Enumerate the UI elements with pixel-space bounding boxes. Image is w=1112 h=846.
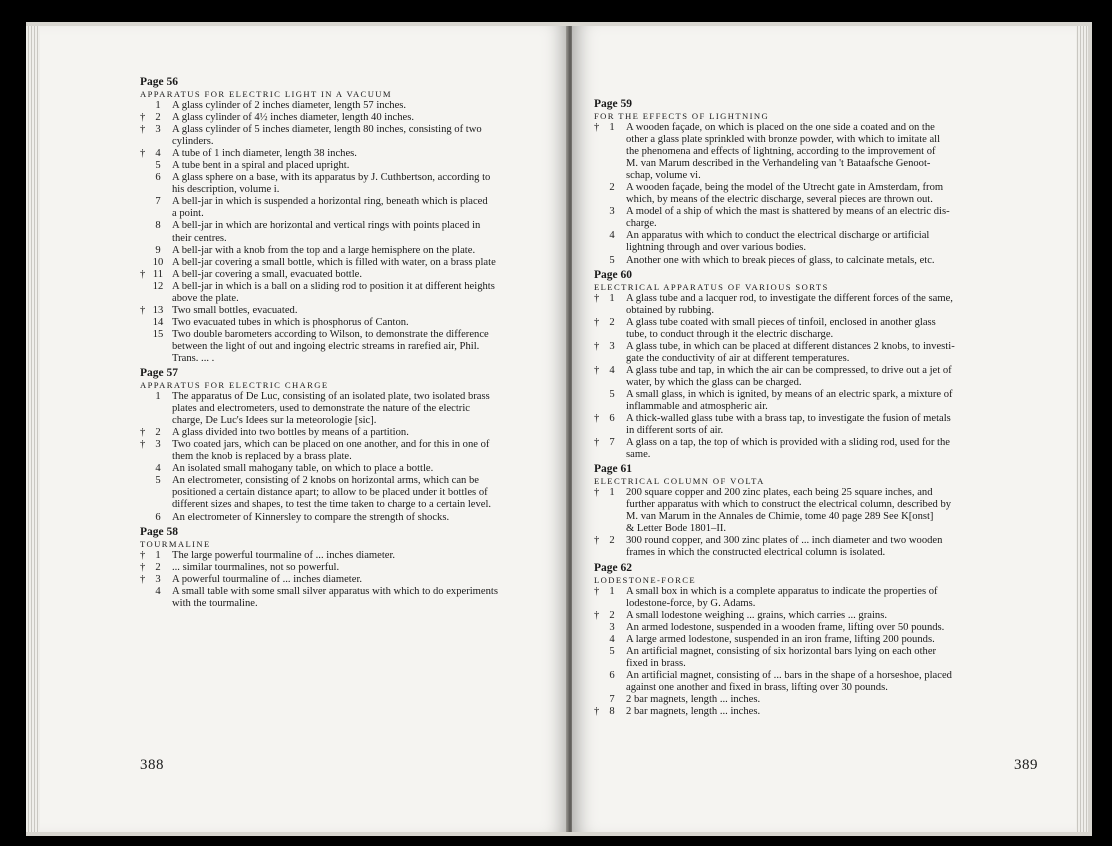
- entry-number: 7: [609, 437, 615, 449]
- entry-text-line: M. van Marum in the Annales de Chimie, tome 40 page 289 See K[onst]: [626, 511, 934, 523]
- entry-text-line: A small box in which is a complete apparatus to indicate the properties of: [626, 585, 938, 597]
- catalogue-entry: [594, 610, 1014, 622]
- catalogue-entry: [594, 694, 1014, 706]
- section-heading: FOR THE EFFECTS OF LIGHTNING: [594, 111, 770, 121]
- entry-text-line: charge.: [626, 218, 657, 230]
- entry-number: 13: [152, 304, 164, 316]
- dagger-mark: †: [140, 427, 146, 439]
- catalogue-entry: [140, 220, 542, 244]
- entry-number: 4: [609, 633, 615, 645]
- catalogue-entry: [140, 439, 542, 463]
- dagger-mark: †: [594, 437, 600, 449]
- entry-number: 1: [609, 585, 615, 597]
- dagger-mark: †: [140, 573, 146, 585]
- catalogue-entry: [594, 389, 1014, 413]
- entry-text-line: A glass tube and a lacquer rod, to investigate the different forces of the same,: [626, 292, 953, 304]
- entry-text-line: 2 bar magnets, length ... inches.: [626, 693, 761, 705]
- section-heading: APPARATUS FOR ELECTRIC LIGHT IN A VACUUM: [140, 89, 392, 99]
- catalogue-entry: [140, 586, 542, 610]
- page-heading: Page 59: [594, 98, 633, 110]
- entry-text-line: A small lodestone weighing ... grains, which carries ... grains.: [626, 609, 887, 621]
- entry-text-line: 2 bar magnets, length ... inches.: [626, 705, 761, 717]
- catalogue-entry: [594, 586, 1014, 610]
- entry-number: 1: [155, 391, 161, 403]
- dagger-mark: †: [594, 413, 600, 425]
- entry-text-line: in different sorts of air.: [626, 425, 724, 437]
- catalogue-entry: [594, 317, 1014, 341]
- entry-number: 5: [609, 254, 615, 266]
- entry-number: 3: [155, 124, 161, 136]
- catalogue-entry: [594, 365, 1014, 389]
- catalogue-entry: [140, 512, 542, 524]
- entry-text-line: The apparatus of De Luc, consisting of an isolated plate, two isolated brass: [172, 391, 490, 403]
- entry-text-line: gate the conductivity of air at different temperatures.: [626, 352, 850, 364]
- dagger-mark: †: [140, 124, 146, 136]
- entry-number: 2: [609, 535, 615, 547]
- catalogue-entry: [140, 257, 542, 269]
- entry-text-line: between the light of out and ingoing electric streams in rarefied air, Phil.: [172, 340, 480, 352]
- catalogue-entry: [594, 293, 1014, 317]
- entry-text-line: A bell-jar covering a small, evacuated bottle.: [172, 268, 363, 280]
- page-heading: Page 61: [594, 463, 633, 476]
- right-page-text: [594, 96, 1014, 718]
- entry-number: 1: [155, 100, 161, 111]
- entry-number: 3: [609, 206, 615, 218]
- entry-number: 6: [155, 511, 161, 523]
- catalogue-entry: [140, 172, 542, 196]
- entry-number: 4: [609, 230, 615, 242]
- entry-text-line: the phenomena and effects of lightning, according to the improvement of: [626, 146, 936, 158]
- entry-text-line: A glass tube coated with small pieces of tinfoil, enclosed in another glass: [626, 316, 936, 328]
- entry-text-line: A bell-jar in which is suspended a horizontal ring, beneath which is placed: [172, 196, 488, 208]
- catalogue-entry: [594, 255, 1014, 267]
- entry-number: 1: [609, 487, 615, 499]
- entry-number: 2: [609, 316, 615, 328]
- section-heading: LODESTONE-FORCE: [594, 574, 697, 585]
- entry-number: 14: [152, 316, 164, 328]
- entry-text-line: An electrometer, consisting of 2 knobs on horizontal arms, which can be: [172, 475, 480, 487]
- entry-number: 7: [609, 693, 615, 705]
- entry-number: 8: [155, 220, 161, 232]
- entry-number: 5: [155, 160, 161, 172]
- dagger-mark: †: [140, 439, 146, 451]
- entry-text-line: An armed lodestone, suspended in a wooden frame, lifting over 50 pounds.: [626, 621, 945, 633]
- entry-text-line: A powerful tourmaline of ... inches diameter.: [172, 573, 363, 585]
- section-heading: TOURMALINE: [140, 538, 211, 549]
- entry-text-line: A glass cylinder of 4½ inches diameter, length 40 inches.: [172, 112, 414, 124]
- entry-number: 4: [609, 364, 615, 376]
- entry-text-line: Another one with which to break pieces of glass, to calcinate metals, etc.: [626, 254, 935, 266]
- dagger-mark: †: [594, 316, 600, 328]
- dagger-mark: †: [140, 148, 146, 160]
- entry-text-line: same.: [626, 449, 651, 461]
- catalogue-entry: [594, 646, 1014, 670]
- entry-text-line: 300 round copper, and 300 zinc plates of ... inch diameter and two wooden: [626, 535, 943, 547]
- entry-text-line: Two double barometers according to Wilson, to demonstrate the difference: [172, 328, 489, 340]
- entry-number: 3: [609, 340, 615, 352]
- entry-text-line: fixed in brass.: [626, 657, 686, 669]
- entry-number: 3: [155, 439, 161, 451]
- page-heading: Page 62: [594, 561, 633, 574]
- catalogue-section: [594, 269, 1014, 462]
- entry-text-line: A large armed lodestone, suspended in an iron frame, lifting 200 pounds.: [626, 633, 935, 645]
- catalogue-entry: [140, 148, 542, 160]
- catalogue-entry: [140, 269, 542, 281]
- entry-number: 2: [155, 427, 161, 439]
- dagger-mark: †: [594, 292, 600, 304]
- entry-number: 4: [155, 585, 161, 597]
- entry-number: 4: [155, 148, 161, 160]
- entry-text-line: A tube of 1 inch diameter, length 38 inches.: [172, 148, 357, 160]
- entry-text-line: obtained by rubbing.: [626, 304, 714, 316]
- entry-text-line: against one another and fixed in brass, lifting over 30 pounds.: [626, 681, 888, 693]
- catalogue-entry: [140, 196, 542, 220]
- entry-text-line: different sizes and shapes, to test the time taken to charge to a certain level.: [172, 499, 492, 511]
- entry-text-line: A tube bent in a spiral and placed upright.: [172, 160, 350, 172]
- entry-text-line: An electrometer of Kinnersley to compare the strength of shocks.: [172, 511, 450, 523]
- dagger-mark: †: [140, 304, 146, 316]
- entry-number: 6: [609, 413, 615, 425]
- catalogue-entry: [594, 341, 1014, 365]
- entry-text-line: Two coated jars, which can be placed on one another, and for this in one of: [172, 439, 490, 451]
- entry-text-line: The large powerful tourmaline of ... inches diameter.: [172, 549, 396, 561]
- catalogue-entry: [140, 427, 542, 439]
- entry-text-line: tube, to conduct through it the electric discharge.: [626, 328, 834, 340]
- dagger-mark: †: [140, 561, 146, 573]
- catalogue-entry: [594, 634, 1014, 646]
- catalogue-entry: [140, 160, 542, 172]
- left-page-text: [140, 74, 542, 610]
- entry-text-line: lodestone-force, by G. Adams.: [626, 597, 756, 609]
- dagger-mark: †: [594, 585, 600, 597]
- entry-text-line: other a glass plate sprinkled with bronze powder, with which to imitate all: [626, 134, 941, 146]
- catalogue-entry: [594, 437, 1014, 461]
- catalogue-entry: [140, 124, 542, 148]
- entry-text-line: A thick-walled glass tube with a brass tap, to investigate the fusion of metals: [626, 413, 951, 425]
- entry-text-line: cylinders.: [172, 136, 214, 148]
- page-number-right: 389: [1014, 757, 1038, 773]
- entry-text-line: their centres.: [172, 232, 227, 244]
- entry-number: 6: [155, 172, 161, 184]
- entry-text-line: which, by means of the electric discharge, several pieces are thrown out.: [626, 194, 933, 206]
- catalogue-entry: [594, 413, 1014, 437]
- entry-text-line: above the plate.: [172, 292, 239, 304]
- section-heading: ELECTRICAL APPARATUS OF VARIOUS SORTS: [594, 281, 829, 292]
- page-edges-right: [1074, 26, 1088, 832]
- entry-number: 8: [609, 705, 615, 717]
- entry-text-line: An apparatus with which to conduct the electrical discharge or artificial: [626, 230, 930, 242]
- catalogue-section: [594, 98, 1014, 267]
- dagger-mark: †: [594, 122, 600, 133]
- entry-text-line: charge, De Luc's Idees sur la meteorologie [sic].: [172, 415, 377, 427]
- entry-text-line: lightning through and over various bodies.: [626, 242, 807, 254]
- entry-text-line: with the tourmaline.: [172, 597, 258, 609]
- page-heading: Page 57: [140, 367, 179, 380]
- dagger-mark: †: [594, 487, 600, 499]
- right-page: [572, 26, 1076, 832]
- section-heading: ELECTRICAL COLUMN OF VOLTA: [594, 476, 765, 487]
- catalogue-entry: [594, 182, 1014, 206]
- catalogue-section: [140, 367, 542, 524]
- catalogue-entry: [140, 317, 542, 329]
- catalogue-entry: [594, 535, 1014, 559]
- entry-text-line: Trans. ... .: [172, 352, 215, 364]
- dagger-mark: †: [140, 112, 146, 124]
- entry-text-line: A wooden façade, being the model of the Utrecht gate in Amsterdam, from: [626, 182, 944, 194]
- entry-text-line: An artificial magnet, consisting of six horizontal bars lying on each other: [626, 645, 937, 657]
- entry-text-line: A glass cylinder of 5 inches diameter, length 80 inches, consisting of two: [172, 124, 482, 136]
- catalogue-section: [140, 526, 542, 610]
- entry-number: 1: [609, 122, 615, 133]
- entry-text-line: & Letter Bode 1801–II.: [626, 523, 727, 535]
- catalogue-entry: [140, 281, 542, 305]
- entry-number: 5: [609, 645, 615, 657]
- dagger-mark: †: [140, 549, 146, 561]
- entry-number: 7: [155, 196, 161, 208]
- entry-text-line: a point.: [172, 208, 204, 220]
- entry-text-line: A glass on a tap, the top of which is provided with a sliding rod, used for the: [626, 437, 950, 449]
- entry-text-line: positioned a certain distance apart; to allow to be placed under it bottles of: [172, 487, 488, 499]
- left-page: [40, 26, 568, 832]
- catalogue-entry: [594, 487, 1014, 535]
- entry-text-line: plates and electrometers, used to demonstrate the nature of the electric: [172, 403, 470, 415]
- entry-number: 3: [155, 573, 161, 585]
- entry-text-line: A glass tube and tap, in which the air can be compressed, to drive out a jet of: [626, 364, 952, 376]
- catalogue-entry: [140, 550, 542, 562]
- catalogue-entry: [594, 122, 1014, 182]
- catalogue-entry: [140, 463, 542, 475]
- catalogue-entry: [594, 622, 1014, 634]
- catalogue-entry: [140, 562, 542, 574]
- entry-text-line: inflammable and atmospheric air.: [626, 400, 768, 412]
- entry-text-line: A small glass, in which is ignited, by means of an electric spark, a mixture of: [626, 388, 953, 400]
- entry-text-line: A bell-jar with a knob from the top and a large hemisphere on the plate.: [172, 244, 476, 256]
- catalogue-entry: [140, 574, 542, 586]
- entry-text-line: A small table with some small silver apparatus with which to do experiments: [172, 585, 498, 597]
- catalogue-entry: [140, 112, 542, 124]
- entry-number: 2: [609, 182, 615, 194]
- entry-number: 3: [609, 621, 615, 633]
- entry-number: 11: [152, 268, 164, 280]
- page-heading: Page 60: [594, 268, 633, 281]
- catalogue-entry: [594, 670, 1014, 694]
- entry-text-line: A glass tube, in which can be placed at different distances 2 knobs, to investi-: [626, 340, 955, 352]
- entry-text-line: 200 square copper and 200 zinc plates, each being 25 square inches, and: [626, 487, 933, 499]
- dagger-mark: †: [594, 364, 600, 376]
- entry-number: 4: [155, 463, 161, 475]
- entry-text-line: water, by which the glass can be charged.: [626, 376, 802, 388]
- entry-number: 2: [155, 112, 161, 124]
- catalogue-section: [594, 562, 1014, 719]
- entry-text-line: A model of a ship of which the mast is shattered by means of an electric dis-: [626, 206, 950, 218]
- catalogue-section: [594, 463, 1014, 559]
- page-heading: Page 58: [140, 525, 179, 538]
- dagger-mark: †: [594, 609, 600, 621]
- entry-text-line: schap, volume vi.: [626, 170, 701, 182]
- catalogue-entry: [594, 206, 1014, 230]
- catalogue-entry: [140, 100, 542, 112]
- catalogue-entry: [140, 391, 542, 427]
- entry-text-line: A wooden façade, on which is placed on the one side a coated and on the: [626, 122, 935, 133]
- entry-text-line: A bell-jar in which are horizontal and vertical rings with points placed in: [172, 220, 481, 232]
- entry-number: 6: [609, 669, 615, 681]
- page-number-left: 388: [140, 757, 164, 773]
- catalogue-entry: [140, 305, 542, 317]
- entry-text-line: frames in which the constructed electrical column is isolated.: [626, 547, 886, 559]
- page-edges-left: [26, 26, 40, 832]
- catalogue-entry: [140, 329, 542, 365]
- dagger-mark: †: [594, 340, 600, 352]
- catalogue-entry: [594, 230, 1014, 254]
- page-heading: Page 56: [140, 76, 179, 88]
- catalogue-entry: [594, 706, 1014, 718]
- entry-text-line: his description, volume i.: [172, 184, 280, 196]
- catalogue-entry: [140, 245, 542, 257]
- entry-number: 5: [155, 475, 161, 487]
- entry-number: 12: [152, 280, 164, 292]
- catalogue-section: [140, 76, 542, 365]
- dagger-mark: †: [594, 705, 600, 717]
- entry-text-line: A glass cylinder of 2 inches diameter, length 57 inches.: [172, 100, 407, 111]
- entry-text-line: M. van Marum described in the Verhandeling van 't Bataafsche Genoot-: [626, 158, 931, 170]
- section-heading: APPARATUS FOR ELECTRIC CHARGE: [140, 380, 329, 391]
- dagger-mark: †: [140, 268, 146, 280]
- entry-number: 1: [609, 292, 615, 304]
- entry-text-line: A glass divided into two bottles by means of a partition.: [172, 427, 409, 439]
- entry-text-line: An isolated small mahogany table, on which to place a bottle.: [172, 463, 434, 475]
- catalogue-entry: [140, 475, 542, 511]
- entry-text-line: A bell-jar in which is a ball on a sliding rod to position it at different heights: [172, 280, 495, 292]
- entry-text-line: An artificial magnet, consisting of ... bars in the shape of a horseshoe, placed: [626, 669, 952, 681]
- entry-text-line: A bell-jar covering a small bottle, which is filled with water, on a brass plate: [172, 256, 496, 268]
- entry-number: 2: [609, 609, 615, 621]
- entry-text-line: Two small bottles, evacuated.: [172, 304, 298, 316]
- entry-text-line: A glass sphere on a base, with its apparatus by J. Cuthbertson, according to: [172, 172, 491, 184]
- entry-text-line: Two evacuated tubes in which is phosphorus of Canton.: [172, 316, 409, 328]
- entry-text-line: further apparatus with which to construct the electrical column, described by: [626, 499, 952, 511]
- entry-number: 15: [152, 328, 164, 340]
- dagger-mark: †: [594, 535, 600, 547]
- entry-number: 5: [609, 388, 615, 400]
- entry-text-line: them the knob is replaced by a brass plate.: [172, 451, 352, 463]
- entry-text-line: ... similar tourmalines, not so powerful.: [172, 561, 340, 573]
- entry-number: 2: [155, 561, 161, 573]
- entry-number: 1: [155, 549, 161, 561]
- entry-number: 9: [155, 244, 161, 256]
- entry-number: 10: [152, 256, 164, 268]
